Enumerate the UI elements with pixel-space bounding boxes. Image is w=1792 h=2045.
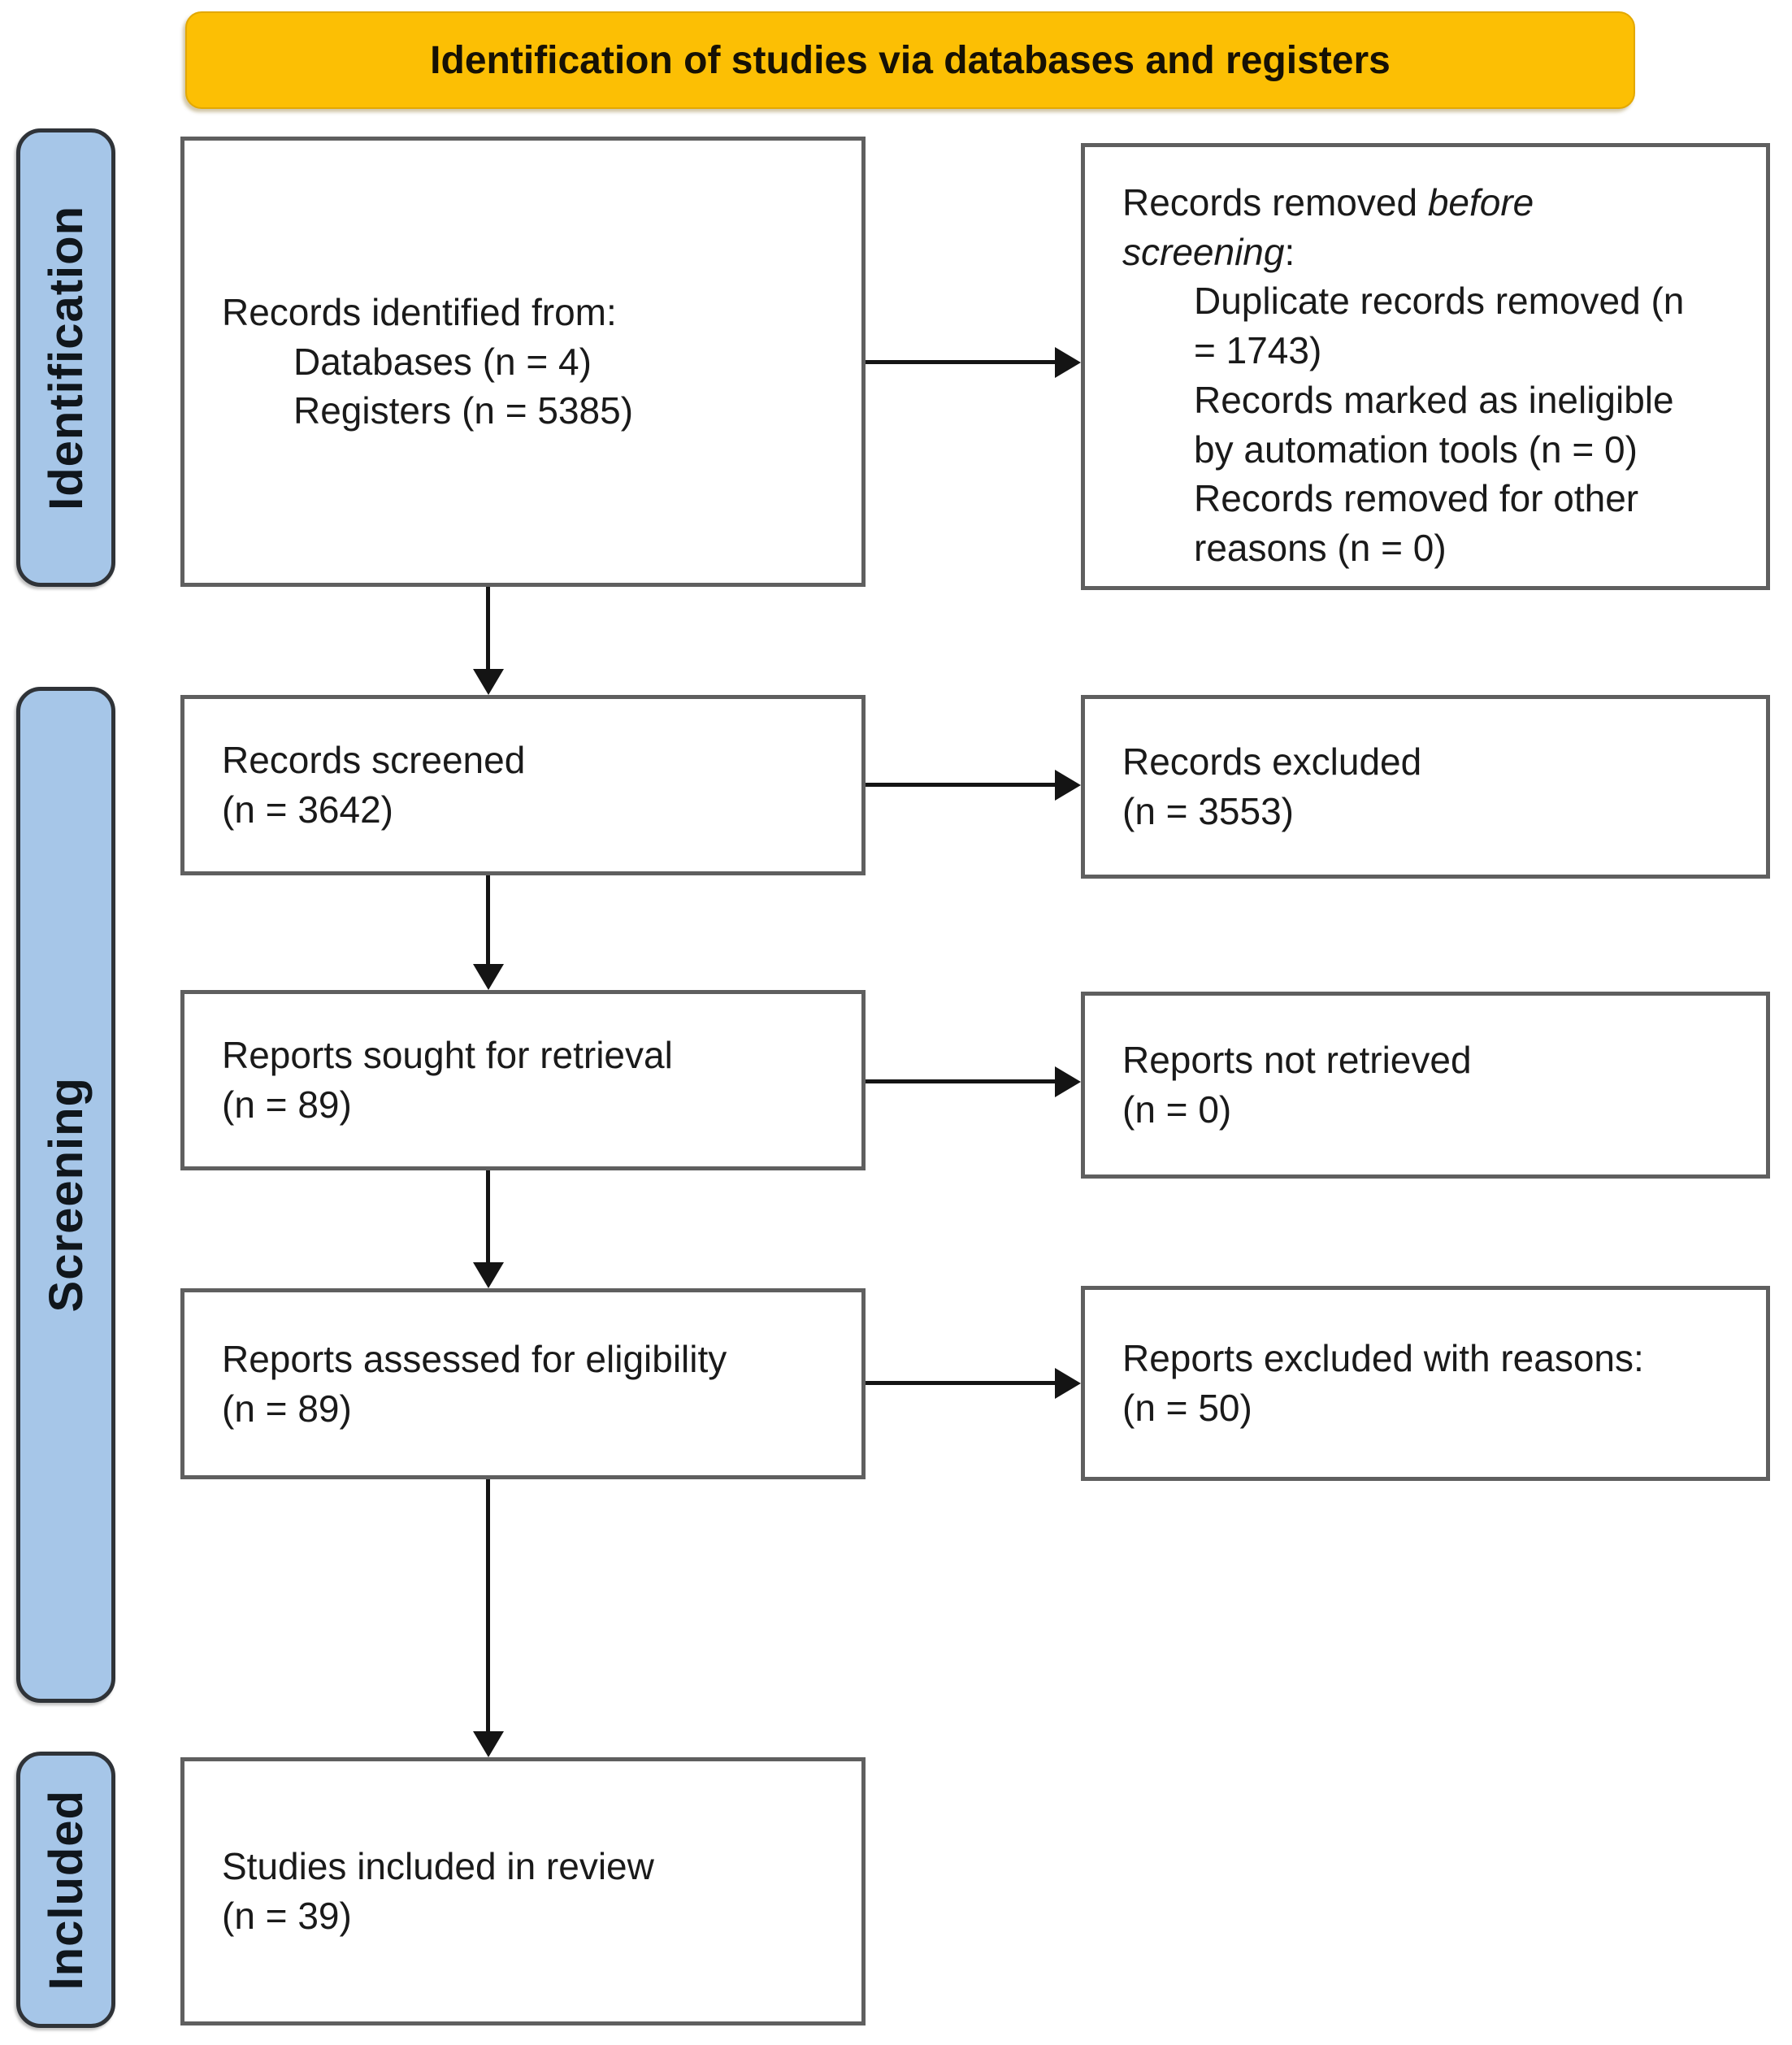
box-reports-assessed: [180, 1288, 866, 1479]
records-excluded-count: (n = 3553): [1122, 790, 1294, 832]
records-excluded-label: Records excluded: [1122, 740, 1422, 784]
records-screened-count: (n = 3642): [222, 788, 393, 831]
studies-included-label: Studies included in review: [222, 1845, 654, 1888]
records-removed-item-automation: Records marked as ineligible by automation tools (n = 0): [1194, 378, 1674, 471]
reports-not-retrieved-count: (n = 0): [1122, 1088, 1232, 1131]
banner: [185, 11, 1635, 109]
stage-label-screening-text: Screening: [39, 1077, 93, 1313]
records-identified-heading: Records identified from:: [222, 290, 617, 333]
box-records-excluded: [1081, 695, 1770, 879]
stage-label-included-text: Included: [39, 1789, 93, 1991]
stage-label-screening: [16, 687, 115, 1703]
records-identified-item-databases: Databases (n = 4): [293, 340, 592, 383]
stage-label-identification: [16, 128, 115, 587]
records-removed-heading-suffix: :: [1284, 230, 1295, 273]
records-removed-item-duplicates: Duplicate records removed (n = 1743): [1194, 280, 1685, 372]
reports-not-retrieved-label: Reports not retrieved: [1122, 1039, 1472, 1082]
box-reports-sought: [180, 990, 866, 1170]
reports-sought-count: (n = 89): [222, 1083, 352, 1126]
records-screened-label: Records screened: [222, 739, 526, 782]
reports-excluded-label: Reports excluded with reasons:: [1122, 1337, 1644, 1380]
box-records-screened: [180, 695, 866, 875]
reports-sought-label: Reports sought for retrieval: [222, 1034, 673, 1077]
box-records-identified: [180, 137, 866, 587]
records-removed-heading-italic: before screening: [1122, 181, 1534, 273]
banner-title: Identification of studies via databases and registers: [430, 38, 1391, 82]
studies-included-count: (n = 39): [222, 1895, 352, 1937]
box-reports-excluded-with-reasons: [1081, 1286, 1770, 1481]
records-removed-heading-prefix: Records removed: [1122, 181, 1428, 224]
box-studies-included: [180, 1757, 866, 2025]
stage-label-identification-text: Identification: [39, 205, 93, 510]
records-removed-heading: [1122, 178, 1697, 276]
box-reports-not-retrieved: [1081, 992, 1770, 1179]
records-removed-item-other: Records removed for other reasons (n = 0): [1194, 477, 1639, 570]
stage-label-included: [16, 1752, 115, 2028]
reports-assessed-count: (n = 89): [222, 1387, 352, 1430]
reports-excluded-count: (n = 50): [1122, 1387, 1252, 1429]
reports-assessed-label: Reports assessed for eligibility: [222, 1337, 727, 1380]
records-identified-item-registers: Registers (n = 5385): [293, 389, 634, 432]
box-records-removed: [1081, 143, 1770, 590]
